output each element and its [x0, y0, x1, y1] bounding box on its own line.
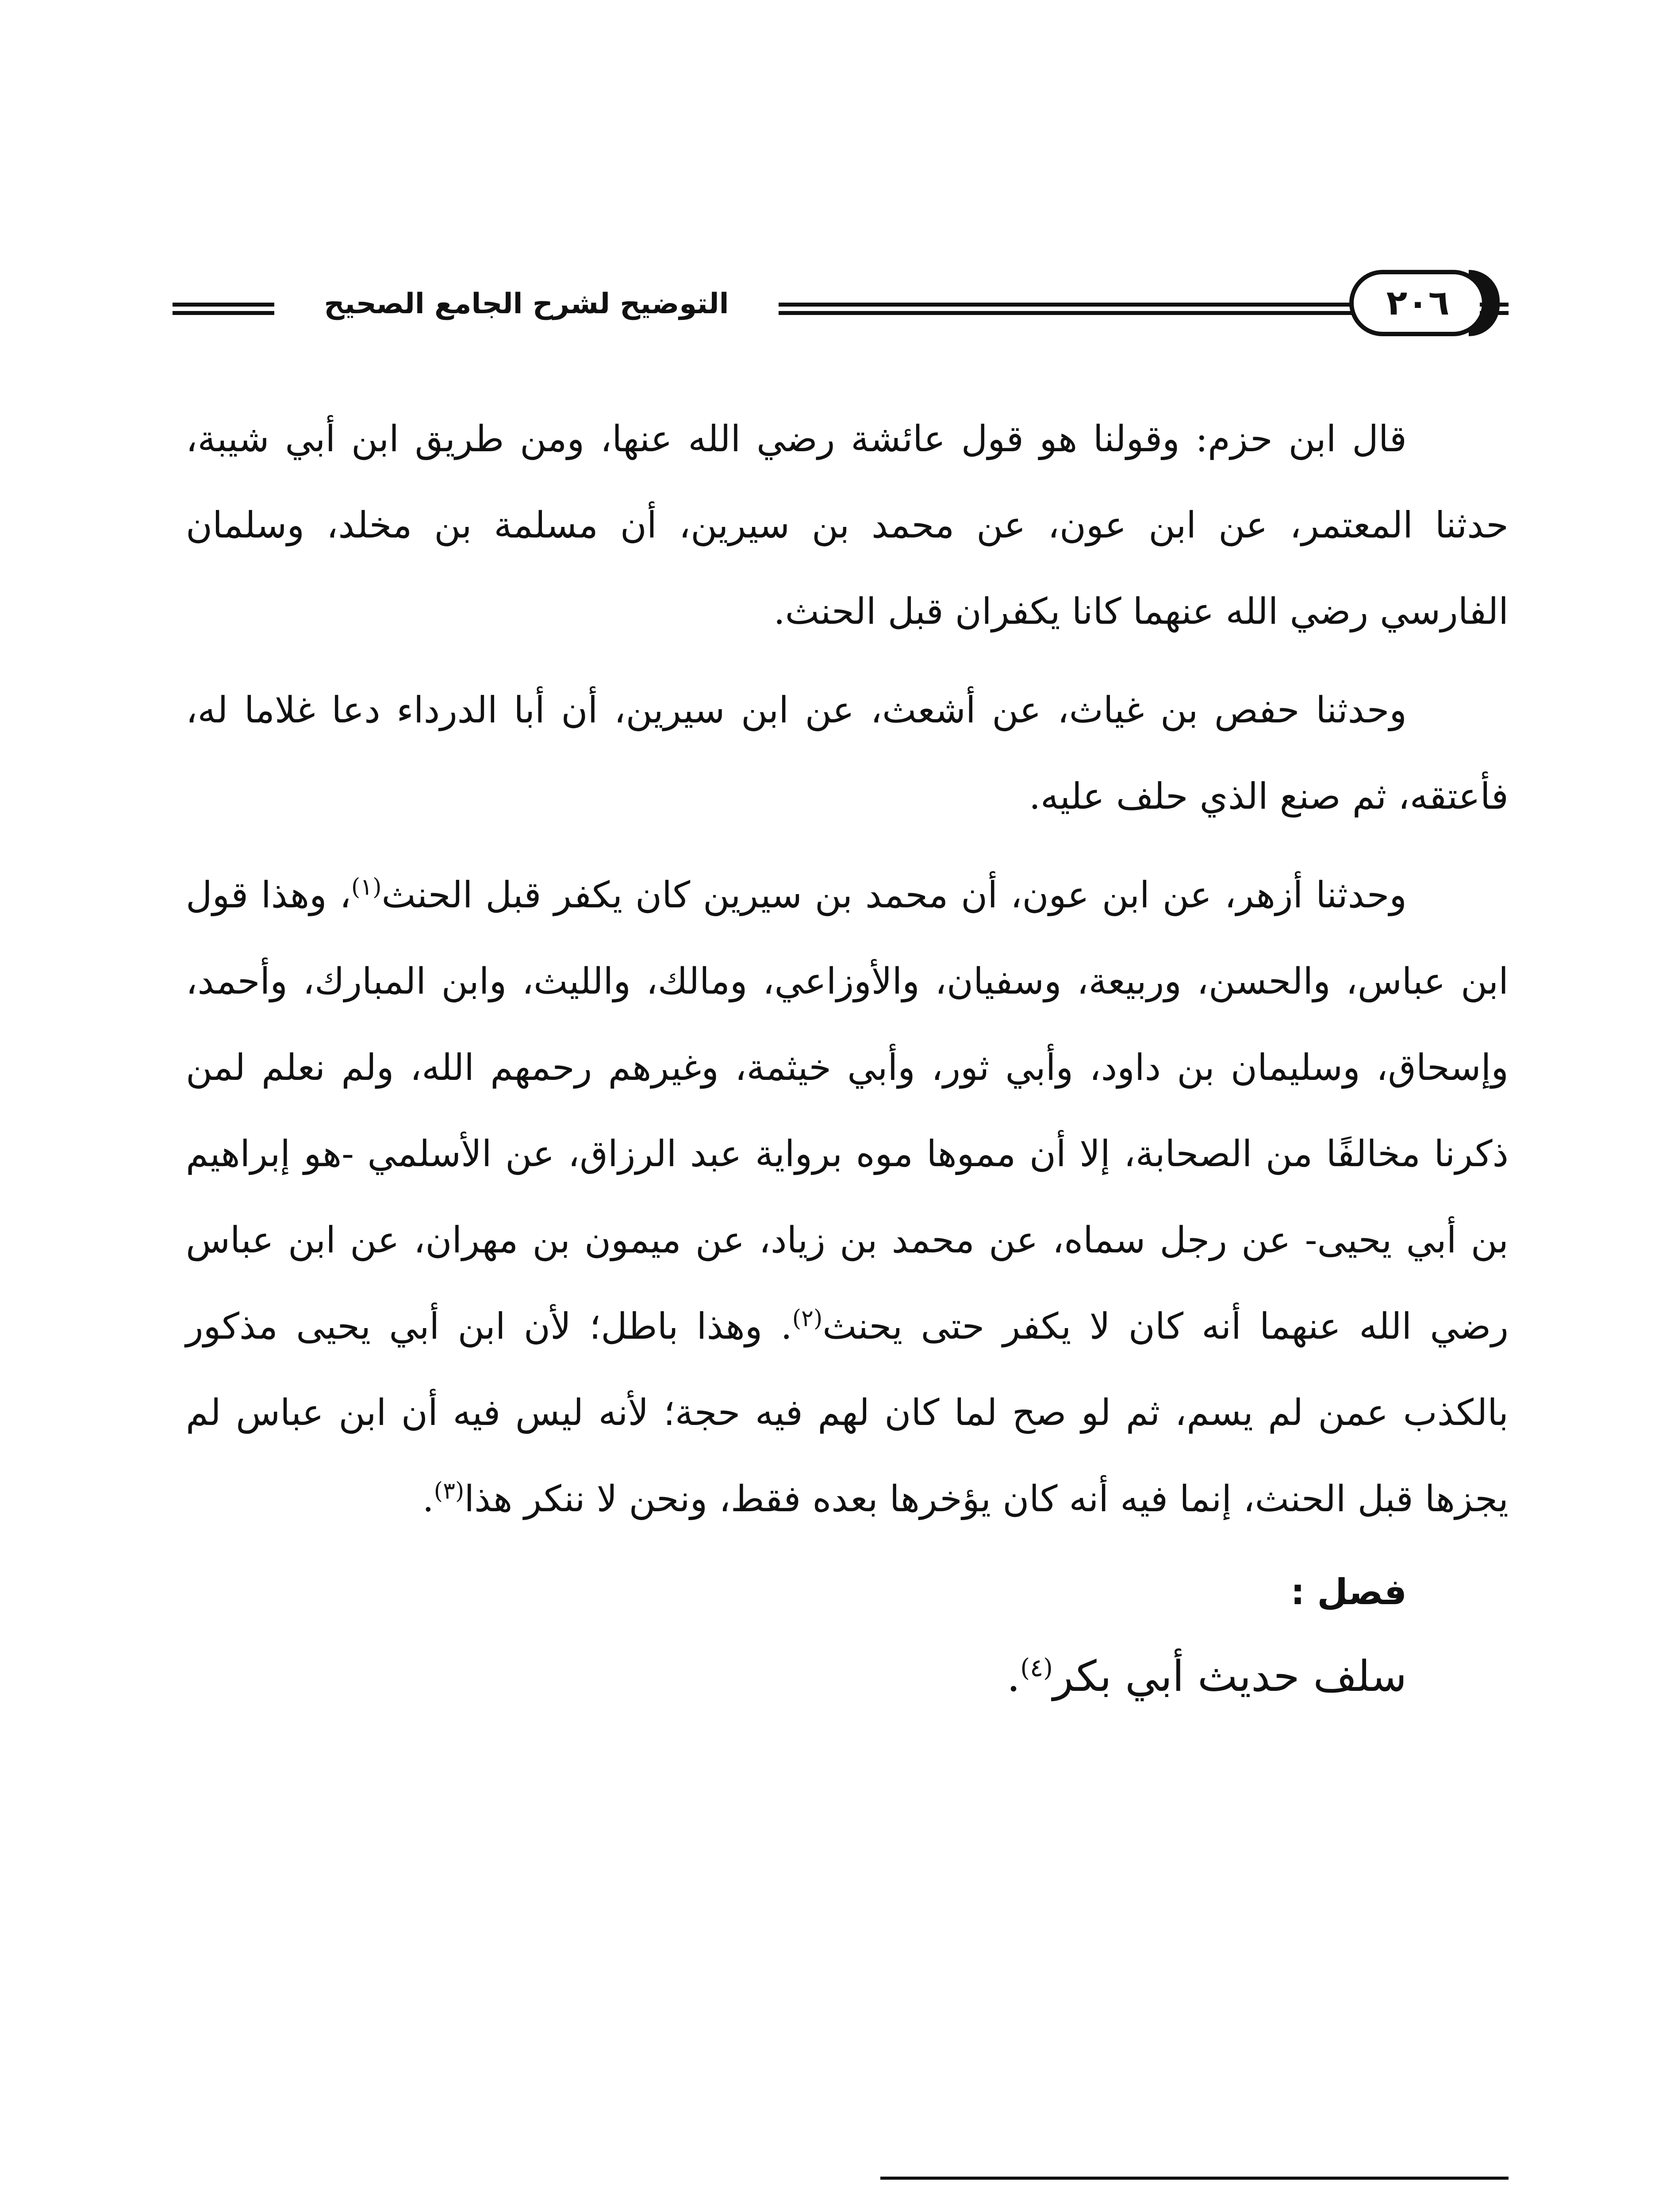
main-text: [186, 396, 1509, 1718]
section-text-body: سلف حديث أبي بكر: [1053, 1651, 1407, 1701]
paragraph-2: وحدثنا حفص بن غياث، عن أشعث، عن ابن سيرين، أن أبا الدرداء دعا غلاما له، فأعتقه، ثم صنع الذي حلف عليه.: [186, 689, 1509, 818]
header-rule-left: [173, 303, 274, 315]
footnote-divider: [880, 2177, 1509, 2180]
section-heading: فصل :: [1290, 1571, 1407, 1613]
footnote-ref-3[interactable]: (٣): [434, 1478, 465, 1505]
footnotes: [186, 2208, 1509, 2212]
page-number: ٢٠٦: [1349, 270, 1486, 336]
paragraph-3-part-2: ، وهذا قول ابن عباس، والحسن، وربيعة، وسفيان، والأوزاعي، ومالك، والليث، وابن المبارك، وأحمد، وإسحاق، وسليمان بن داود، وأبي ثور، وأبي خيثمة، وغيرهم رحمهم الله، ولم نعلم لمن ذكرنا مخالفًا من الصحابة، إلا أن مموها موه برواية عبد الرزاق، عن الأسلمي -هو إبراهيم بن أبي يحيى- عن رجل سماه، عن محمد بن زياد، عن ميمون بن مهران، عن ابن عباس رضي الله عنهما أنه كان لا يكفر حتى يحنث: [186, 874, 1509, 1348]
footnote-ref-4[interactable]: (٤): [1020, 1654, 1053, 1682]
running-header: [173, 270, 1509, 349]
header-rule-right: [1480, 303, 1509, 315]
footnote-ref-2[interactable]: (٢): [792, 1305, 823, 1332]
paragraph-1: قال ابن حزم: وقولنا هو قول عائشة رضي الله عنها، ومن طريق ابن أبي شيبة، حدثنا المعتمر، عن ابن عون، عن محمد بن سيرين، أن مسلمة بن مخلد، وسلمان الفارسي رضي الله عنهما كانا يكفران قبل الحنث.: [186, 418, 1509, 633]
footnote-ref-1[interactable]: (١): [351, 874, 382, 901]
running-title: التوضيح لشرح الجامع الصحيح: [324, 288, 729, 320]
paragraph-3-part-4: .: [422, 1478, 434, 1520]
paragraph-3-part-3: . وهذا باطل؛ لأن ابن أبي يحيى مذكور بالكذب عمن لم يسم، ثم لو صح لما كان لهم فيه حجة؛ لأنه ليس فيه أن ابن عباس لم يجزها قبل الحنث، إنما فيه أنه كان يؤخرها بعده فقط، ونحن لا ننكر هذا: [186, 1306, 1509, 1520]
footnote-1: [186, 2208, 1509, 2212]
footnote-number: [1442, 2208, 1509, 2212]
paragraph-3-part-1: وحدثنا أزهر، عن ابن عون، أن محمد بن سيرين كان يكفر قبل الحنث: [381, 874, 1407, 916]
section-text: [186, 1634, 1509, 1718]
paragraph-3: [186, 852, 1509, 1542]
section-text-end: .: [1006, 1651, 1021, 1701]
